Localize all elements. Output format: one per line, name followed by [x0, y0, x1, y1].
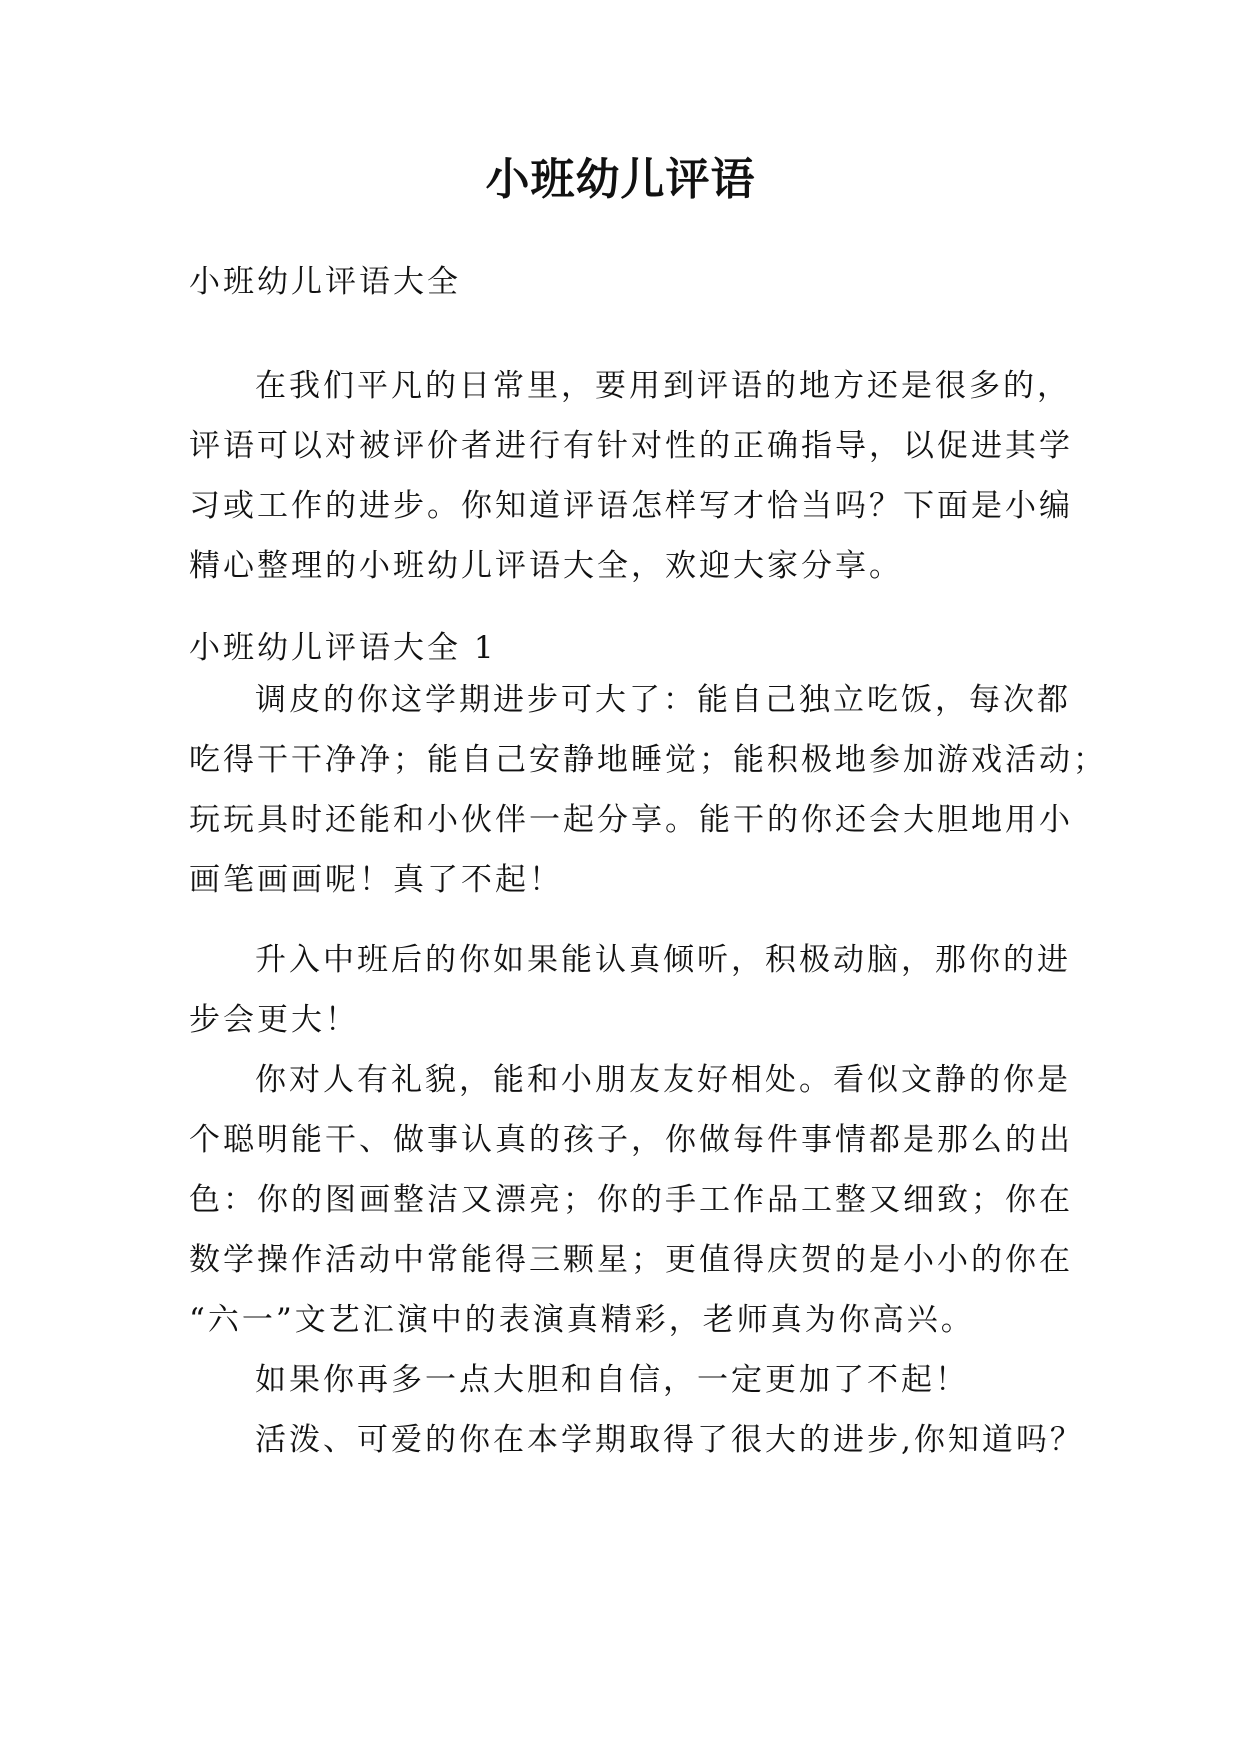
section-line: “六一”文艺汇演中的表演真精彩，老师真为你高兴。: [189, 1302, 975, 1338]
section-paragraph-1: [189, 670, 1107, 910]
section-line: 玩玩具时还能和小伙伴一起分享。能干的你还会大胆地用小: [189, 802, 1073, 838]
section-line: 调皮的你这学期进步可大了：能自己独立吃饭，每次都: [255, 682, 1071, 718]
section-line: 如果你再多一点大胆和自信，一定更加了不起！: [255, 1362, 969, 1398]
intro-paragraph: [189, 356, 1073, 596]
section-heading: [189, 618, 1069, 678]
intro-line: 习或工作的进步。你知道评语怎样写才恰当吗？下面是小编: [189, 488, 1073, 524]
intro-line: 在我们平凡的日常里，要用到评语的地方还是很多的，: [255, 368, 1071, 404]
section-paragraph-2: [189, 930, 1084, 1470]
document-subtitle: [189, 252, 1069, 312]
section-heading-line: 小班幼儿评语大全 1: [189, 630, 497, 666]
section-line: 数学操作活动中常能得三颗星；更值得庆贺的是小小的你在: [189, 1242, 1073, 1278]
document-title: 小班幼儿评语: [485, 154, 756, 205]
intro-line: 精心整理的小班幼儿评语大全，欢迎大家分享。: [189, 548, 903, 584]
section-line: 吃得干干净净；能自己安静地睡觉；能积极地参加游戏活动；: [189, 742, 1107, 778]
section-line: 色：你的图画整洁又漂亮；你的手工作品工整又细致；你在: [189, 1182, 1073, 1218]
intro-line: 评语可以对被评价者进行有针对性的正确指导，以促进其学: [189, 428, 1073, 464]
subtitle-line: 小班幼儿评语大全: [189, 264, 461, 300]
section-line: 活泼、可爱的你在本学期取得了很大的进步,你知道吗？: [255, 1422, 1084, 1458]
section-line: 画笔画画呢！真了不起！: [189, 862, 563, 898]
section-line: 步会更大！: [189, 1002, 359, 1038]
section-line: 个聪明能干、做事认真的孩子，你做每件事情都是那么的出: [189, 1122, 1073, 1158]
section-line: 升入中班后的你如果能认真倾听，积极动脑，那你的进: [255, 942, 1071, 978]
section-line: 你对人有礼貌，能和小朋友友好相处。看似文静的你是: [255, 1062, 1071, 1098]
